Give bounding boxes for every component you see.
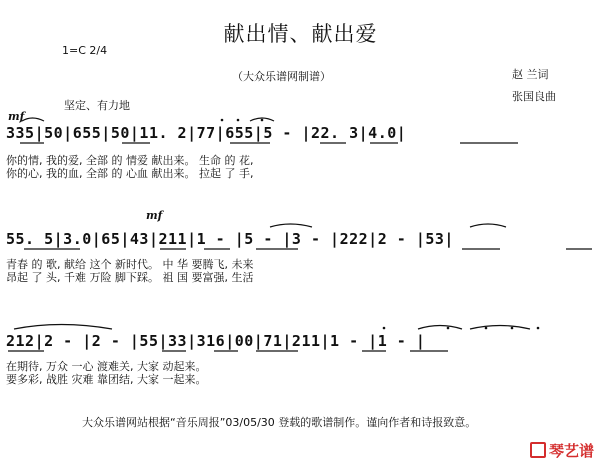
made-by-note: （大众乐谱网制谱） [232,70,331,83]
dynamic-mark-mf: mf [146,209,163,222]
lyrics-system-2-verse-2: 昂起 了 头, 千难 万险 脚下踩。 祖 国 要富强, 生活 [6,271,254,284]
notation-system-1: 335|50|655|50|11. 2|77|655|5 - |22. 3|4.0| [6,124,407,142]
lyrics-system-2-verse-1: 青春 的 歌, 献给 这个 新时代。 中 华 要腾飞, 未来 [6,258,254,271]
lyrics-system-1-verse-1: 你的情, 我的爱, 全部 的 情爱 献出来。 生命 的 花, [6,154,254,167]
composer-credit: 张国良曲 [512,90,556,103]
song-title: 献出情、献出爱 [223,22,378,46]
logo-text: 琴艺谱 [549,442,595,460]
key-signature: 1=C 2/4 [62,44,108,57]
logo-icon [530,442,546,458]
tempo-marking: 坚定、有力地 [64,99,130,112]
dynamic-mark-mf: mf [8,110,25,123]
lyrics-system-3-verse-1: 在期待, 万众 一心 渡难关, 大家 动起来。 [6,360,207,373]
notation-system-2: 55. 5|3.0|65|43|211|1 - |5 - |3 - |222|2 - |53| [6,230,454,248]
notation-system-3: 212|2 - |2 - |55|33|316|00|71|211|1 - |1 - | [6,332,426,350]
lyrics-system-1-verse-2: 你的心, 我的血, 全部 的 心血 献出来。 拉起 了 手, [6,167,254,180]
lyricist-credit: 赵 兰词 [512,68,549,81]
footer-note: 大众乐谱网站根据“音乐周报”03/05/30 登载的歌谱制作。谨向作者和诗报致意。 [82,416,477,429]
lyrics-system-3-verse-2: 要多彩, 战胜 灾难 靠团结, 大家 一起来。 [6,373,207,386]
site-logo [530,440,594,461]
